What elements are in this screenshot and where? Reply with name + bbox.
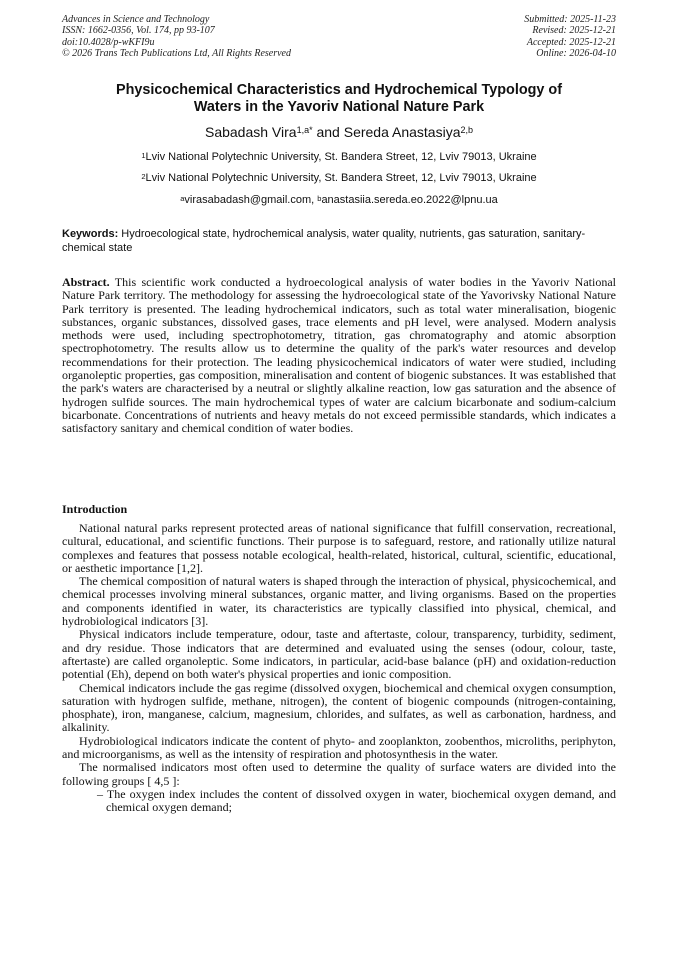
author-2: Sereda Anastasiya <box>343 124 461 140</box>
intro-bullet-item: – The oxygen index includes the content of dissolved oxygen in water, biochemical oxygen demand, and chemical oxygen demand; <box>97 786 616 815</box>
email-b-superscript: b <box>317 194 322 203</box>
affiliation-2-superscript: 2 <box>141 172 146 181</box>
author-1: Sabadash Vira <box>204 124 297 140</box>
author-list <box>62 124 616 141</box>
intro-paragraph: Physical indicators include temperature, odour, taste and aftertaste, colour, transparency, turbidity, sediment, and dry residue. Those indicators that are determined and evaluated using the senses (odour, colour, taste, aftertaste) are called organoleptic. Some indicators, in particular, acid-base balance (pH) and oxidation-reduction potential (Eh), depend on both water's physical properties and ionic composition. <box>62 627 616 682</box>
intro-paragraph: Hydrobiological indicators indicate the content of phyto- and zooplankton, zoobenthos, microliths, periphyton, and microorganisms, as well as the intensity of respiration and photosynthesis in the water. <box>62 733 616 762</box>
revised-date: Revised: 2025-12-21 <box>532 25 616 37</box>
abstract-label: Abstract. <box>62 275 110 289</box>
online-date: Online: 2026-04-10 <box>536 47 616 59</box>
keywords-label: Keywords: <box>62 228 119 240</box>
intro-paragraph: Chemical indicators include the gas regime (dissolved oxygen, biochemical and chemical oxygen consumption, saturation with hydrogen sulfide, methane, nitrogen), the content of biogenic compounds (nitrogen-containing, phosphate), iron, manganese, calcium, magnesium, chlorides, and sulfates, as well as carbonation, hardness, and alkalinity. <box>62 680 616 735</box>
email-a-superscript: a <box>180 194 185 203</box>
journal-name: Advances in Science and Technology <box>62 14 210 25</box>
introduction-heading: Introduction <box>62 502 128 516</box>
author-emails <box>62 194 616 207</box>
submitted-date: Submitted: 2025-11-23 <box>524 14 616 25</box>
email-a[interactable]: virasabadash@gmail.com, <box>184 194 318 206</box>
keywords-text: Hydroecological state, hydrochemical analysis, water quality, nutrients, gas saturation, sanitary-chemical state <box>62 228 586 254</box>
keywords <box>62 228 616 255</box>
affiliation-2-text: Lviv National Polytechnic University, St. Bandera Street, 12, Lviv 79013, Ukraine <box>145 172 537 184</box>
email-b[interactable]: anastasiia.sereda.eo.2022@lpnu.ua <box>321 194 498 206</box>
author-2-superscript: 2,b <box>460 125 473 135</box>
intro-paragraph: The chemical composition of natural waters is shaped through the interaction of physical, physicochemical, and chemical processes involving mineral substances, organic matter, and living organisms. Based on the properties and components identified in water, its characteristics are typically classified into physical, chemical, and hydrobiological indicators [3]. <box>62 574 616 629</box>
affiliation-1-text: Lviv National Polytechnic University, St. Bandera Street, 12, Lviv 79013, Ukraine <box>145 151 537 163</box>
abstract <box>62 276 616 436</box>
affiliation-2 <box>62 172 616 185</box>
paper-title <box>62 82 616 116</box>
affiliation-1 <box>62 151 616 164</box>
journal-copyright: © 2026 Trans Tech Publications Ltd, All Rights Reserved <box>62 47 291 59</box>
introduction-body <box>62 522 616 815</box>
submission-dates <box>524 14 616 59</box>
title-line-2: Waters in the Yavoriv National Nature Park <box>193 99 485 115</box>
journal-info <box>62 14 291 59</box>
abstract-text: This scientific work conducted a hydroecological analysis of water bodies in the Yavoriv National Nature Park territory. The methodology for assessing the hydroecological state of the Yavorivsky National Nature Park territory is presented. The leading hydrochemical indicators, such as total water mineralisation, biogenic substances, organic substances, dissolved gases, trace elements and pH level, were analysed. Modern analysis methods were used, including spectrophotometry, titration, gas chromatography and atomic absorption spectrophotometry. The results allow us to determine the quality of the park's water resources and develop recommendations for their protection. The leading physicochemical indicators of water were studied, including organoleptic properties, gas composition, mineralisation and content of biogenic substances. It was established that the park's waters are characterised by a neutral or slightly alkaline reaction, low gas saturation and the absence of hydrogen sulfide sources. The main hydrochemical types of water are calcium bicarbonate and sodium-calcium bicarbonate. Concentrations of nutrients and heavy metals do not exceed permissible standards, which indicates a satisfactory sanitary and chemical condition of water bodies. <box>62 275 616 436</box>
author-1-superscript: 1,a* <box>296 125 313 135</box>
title-line-1: Physicochemical Characteristics and Hydrochemical Typology of <box>116 82 562 98</box>
author-connector: and <box>312 124 344 140</box>
journal-doi[interactable]: doi:10.4028/p-wKFI9u <box>62 36 155 48</box>
intro-paragraph: National natural parks represent protected areas of national significance that fulfill conservation, recreational, cultural, educational, and scientific functions. Their purpose is to safeguard, restore, and rationally utilize natural complexes and features that possess notable ecological, health-related, historical, cultural, scientific, educational, or aesthetic importance [1,2]. <box>62 521 616 575</box>
affiliation-1-superscript: 1 <box>141 151 146 160</box>
accepted-date: Accepted: 2025-12-21 <box>526 36 616 48</box>
intro-paragraph: The normalised indicators most often used to determine the quality of surface waters are divided into the following groups [ 4,5 ]: <box>62 760 616 788</box>
journal-issn: ISSN: 1662-0356, Vol. 174, pp 93-107 <box>62 25 215 37</box>
